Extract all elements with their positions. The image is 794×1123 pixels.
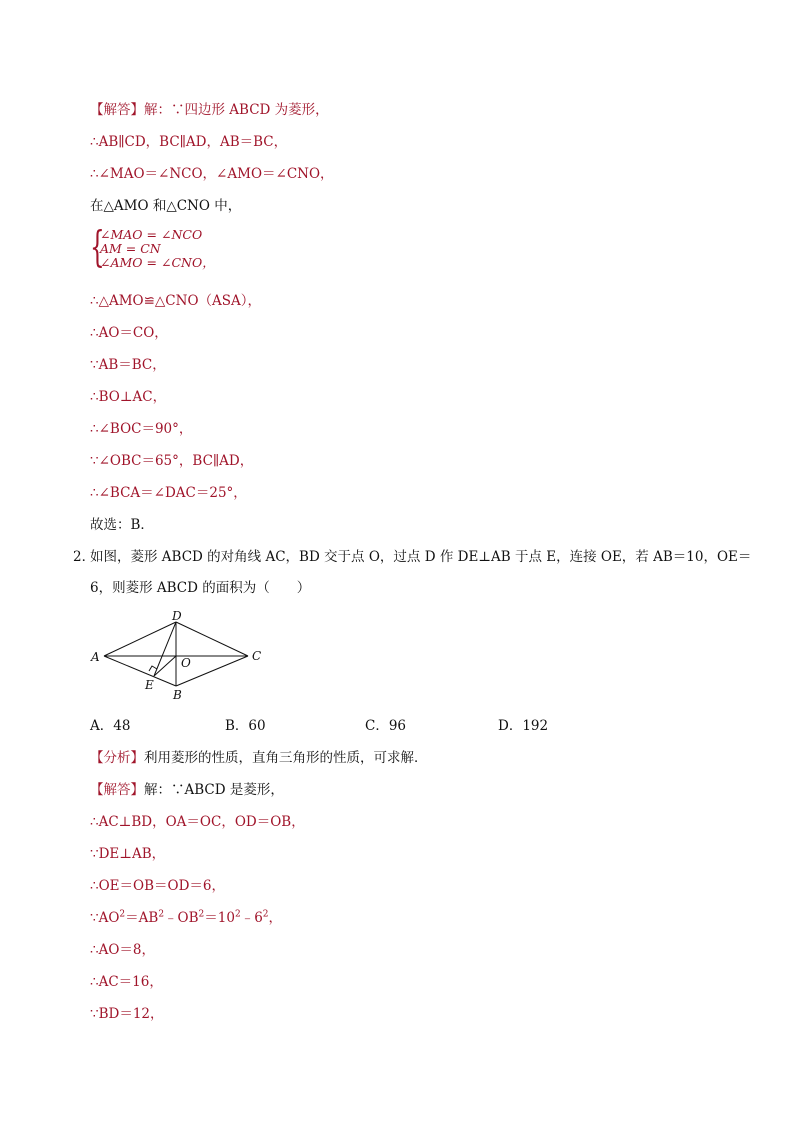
right-angle-mark [149, 666, 157, 671]
question-number: 2． [73, 549, 96, 565]
answer-tag: 【解答】 [90, 782, 144, 798]
system-row: ∠AMO = ∠CNO， [100, 255, 215, 270]
equation-system [90, 222, 250, 274]
solution-line: 在△AMO 和△CNO 中， [90, 198, 242, 214]
option-b[interactable]: B．60 [225, 718, 266, 734]
solution-line: ∴AB∥CD，BC∥AD，AB＝BC， [90, 134, 288, 150]
solution-line: ∴∠BOC＝90°， [90, 421, 193, 437]
label-e: E [145, 678, 154, 692]
solution-line: ∴AC＝16， [90, 974, 163, 990]
solution-line: $\because AO^2=AB^2﹣OB^2=10^2﹣6^2$， [90, 909, 283, 926]
option-c[interactable]: C．96 [365, 718, 407, 734]
question-text: 如图，菱形 ABCD 的对角线 AC，BD 交于点 O，过点 D 作 DE⊥AB 于点 E，连接 OE，若 AB＝10，OE＝ [90, 549, 752, 565]
analysis-tag: 【分析】 [90, 750, 144, 766]
system-row: AM = CN [100, 241, 161, 256]
solution-header [90, 100, 329, 120]
label-b: B [173, 688, 182, 702]
solution-line: ∴AO＝CO， [90, 325, 168, 341]
solution-line: ∴∠BCA＝∠DAC＝25°， [90, 485, 247, 501]
rhombus-figure [86, 608, 276, 702]
option-d[interactable]: D．192 [498, 718, 549, 734]
solution-line: ∴AC⊥BD，OA＝OC，OD＝OB， [90, 814, 305, 830]
brace-icon: { [90, 222, 105, 271]
solution-line: ∵AB＝BC， [90, 357, 166, 373]
side-ad [104, 622, 176, 656]
solution-header: 【解答】解：∵ABCD 是菱形， [90, 782, 284, 798]
solution-line: ∴AO＝8， [90, 942, 155, 958]
option-a[interactable]: A．48 [90, 718, 131, 734]
side-ba [104, 656, 176, 686]
solution-line: 故选：B． [90, 517, 154, 533]
analysis-line: 【分析】利用菱形的性质，直角三角形的性质，可求解． [90, 750, 428, 766]
label-a: A [91, 650, 100, 664]
label-o: O [181, 656, 191, 670]
system-row: ∠MAO = ∠NCO [100, 227, 203, 242]
solution-line: ∴OE＝OB＝OD＝6， [90, 878, 225, 894]
segment-oe [154, 656, 176, 676]
solution-line: ∴BO⊥AC， [90, 389, 167, 405]
solution-line: 解：∵四边形 ABCD 为菱形， [144, 102, 329, 118]
solution-line: ∴∠MAO＝∠NCO，∠AMO＝∠CNO， [90, 166, 334, 182]
solution-line: ∴△AMO≌△CNO（ASA）， [90, 293, 262, 309]
label-c: C [252, 649, 262, 663]
segment-de [154, 622, 176, 676]
solution-line: ∵BD＝12， [90, 1006, 164, 1022]
solution-line: ∵DE⊥AB， [90, 846, 166, 862]
solution-line: ∵∠OBC＝65°，BC∥AD， [90, 453, 254, 469]
question-text: 6，则菱形 ABCD 的面积为（ ） [90, 580, 311, 596]
side-dc [176, 622, 248, 656]
answer-tag: 【解答】 [90, 102, 144, 118]
label-d: D [172, 609, 182, 623]
